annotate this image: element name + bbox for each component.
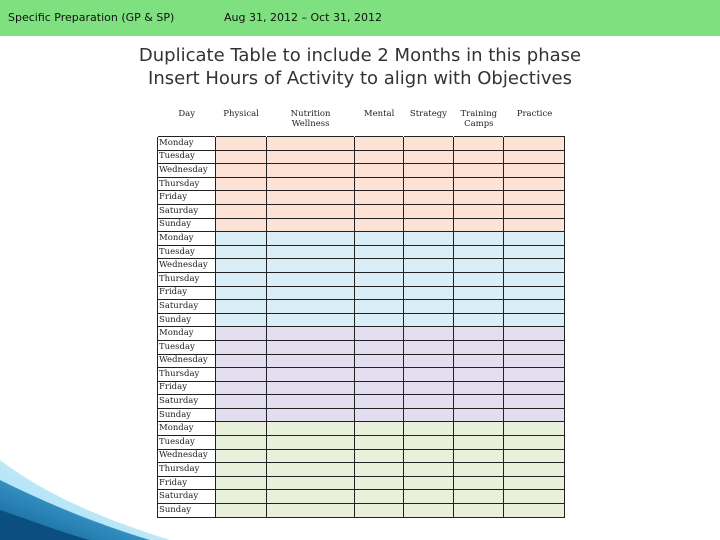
table-row bbox=[158, 490, 565, 504]
hours-cell[interactable] bbox=[355, 490, 403, 504]
hours-cell[interactable] bbox=[454, 232, 504, 246]
table-row bbox=[158, 313, 565, 327]
hours-cell[interactable] bbox=[454, 490, 504, 504]
hours-cell[interactable] bbox=[504, 313, 565, 327]
hours-cell[interactable] bbox=[355, 300, 403, 314]
hours-cell[interactable] bbox=[266, 476, 355, 490]
hours-cell[interactable] bbox=[266, 232, 355, 246]
hours-cell[interactable] bbox=[454, 354, 504, 368]
hours-cell[interactable] bbox=[266, 137, 355, 151]
hours-cell[interactable] bbox=[355, 368, 403, 382]
hours-cell[interactable] bbox=[216, 232, 266, 246]
hours-cell[interactable] bbox=[504, 476, 565, 490]
hours-cell[interactable] bbox=[266, 272, 355, 286]
hours-cell[interactable] bbox=[266, 300, 355, 314]
hours-cell[interactable] bbox=[355, 218, 403, 232]
day-label: Friday bbox=[158, 476, 216, 490]
hours-cell[interactable] bbox=[403, 300, 453, 314]
hours-cell[interactable] bbox=[355, 272, 403, 286]
hours-cell[interactable] bbox=[454, 218, 504, 232]
hours-cell[interactable] bbox=[403, 463, 453, 477]
header-bar bbox=[0, 0, 720, 36]
hours-cell[interactable] bbox=[355, 381, 403, 395]
hours-cell[interactable] bbox=[216, 272, 266, 286]
hours-cell[interactable] bbox=[504, 449, 565, 463]
hours-cell[interactable] bbox=[403, 368, 453, 382]
hours-cell[interactable] bbox=[355, 504, 403, 518]
day-label: Tuesday bbox=[158, 245, 216, 259]
day-label: Tuesday bbox=[158, 436, 216, 450]
hours-cell[interactable] bbox=[216, 164, 266, 178]
day-label: Monday bbox=[158, 232, 216, 246]
table-header-row bbox=[158, 106, 565, 137]
hours-cell[interactable] bbox=[216, 204, 266, 218]
hours-cell[interactable] bbox=[355, 245, 403, 259]
hours-cell[interactable] bbox=[403, 408, 453, 422]
hours-cell[interactable] bbox=[216, 218, 266, 232]
column-header: Physical bbox=[216, 106, 266, 137]
heading-line-1: Duplicate Table to include 2 Months in this phase bbox=[138, 45, 582, 66]
day-label: Thursday bbox=[158, 272, 216, 286]
hours-cell[interactable] bbox=[403, 137, 453, 151]
hours-cell[interactable] bbox=[454, 422, 504, 436]
hours-cell[interactable] bbox=[504, 286, 565, 300]
hours-cell[interactable] bbox=[266, 354, 355, 368]
day-label: Saturday bbox=[158, 490, 216, 504]
hours-cell[interactable] bbox=[504, 422, 565, 436]
day-label: Saturday bbox=[158, 204, 216, 218]
hours-cell[interactable] bbox=[403, 191, 453, 205]
hours-cell[interactable] bbox=[504, 490, 565, 504]
hours-cell[interactable] bbox=[266, 504, 355, 518]
hours-cell[interactable] bbox=[266, 286, 355, 300]
hours-cell[interactable] bbox=[504, 272, 565, 286]
table-row bbox=[158, 422, 565, 436]
hours-cell[interactable] bbox=[403, 232, 453, 246]
hours-cell[interactable] bbox=[454, 150, 504, 164]
hours-cell[interactable] bbox=[216, 395, 266, 409]
decorative-swoosh bbox=[0, 420, 170, 540]
hours-cell[interactable] bbox=[216, 381, 266, 395]
column-header: Nutrition Wellness bbox=[266, 106, 355, 137]
hours-cell[interactable] bbox=[266, 408, 355, 422]
hours-cell[interactable] bbox=[403, 286, 453, 300]
day-label: Wednesday bbox=[158, 354, 216, 368]
day-label: Tuesday bbox=[158, 340, 216, 354]
hours-cell[interactable] bbox=[403, 395, 453, 409]
heading-line-2: Insert Hours of Activity to align with Objectives bbox=[148, 68, 572, 89]
table-row bbox=[158, 449, 565, 463]
hours-cell[interactable] bbox=[454, 300, 504, 314]
hours-cell[interactable] bbox=[355, 204, 403, 218]
day-label: Tuesday bbox=[158, 150, 216, 164]
hours-cell[interactable] bbox=[355, 164, 403, 178]
hours-cell[interactable] bbox=[266, 340, 355, 354]
day-label: Friday bbox=[158, 286, 216, 300]
table-row bbox=[158, 218, 565, 232]
hours-cell[interactable] bbox=[216, 449, 266, 463]
day-label: Friday bbox=[158, 191, 216, 205]
hours-cell[interactable] bbox=[504, 327, 565, 341]
hours-cell[interactable] bbox=[266, 327, 355, 341]
column-header: Practice bbox=[504, 106, 565, 137]
hours-cell[interactable] bbox=[355, 422, 403, 436]
hours-cell[interactable] bbox=[504, 504, 565, 518]
hours-cell[interactable] bbox=[355, 286, 403, 300]
hours-cell[interactable] bbox=[355, 150, 403, 164]
hours-cell[interactable] bbox=[504, 137, 565, 151]
hours-cell[interactable] bbox=[454, 463, 504, 477]
hours-cell[interactable] bbox=[355, 476, 403, 490]
hours-cell[interactable] bbox=[454, 286, 504, 300]
hours-cell[interactable] bbox=[403, 272, 453, 286]
hours-cell[interactable] bbox=[403, 449, 453, 463]
day-label: Saturday bbox=[158, 300, 216, 314]
table-row bbox=[158, 395, 565, 409]
hours-cell[interactable] bbox=[504, 463, 565, 477]
hours-cell[interactable] bbox=[504, 259, 565, 273]
hours-cell[interactable] bbox=[216, 177, 266, 191]
hours-cell[interactable] bbox=[355, 354, 403, 368]
hours-cell[interactable] bbox=[266, 191, 355, 205]
hours-cell[interactable] bbox=[454, 368, 504, 382]
hours-cell[interactable] bbox=[454, 476, 504, 490]
hours-cell[interactable] bbox=[266, 395, 355, 409]
hours-cell[interactable] bbox=[504, 150, 565, 164]
hours-cell[interactable] bbox=[266, 259, 355, 273]
hours-cell[interactable] bbox=[266, 150, 355, 164]
hours-cell[interactable] bbox=[454, 436, 504, 450]
hours-cell[interactable] bbox=[216, 368, 266, 382]
table-row bbox=[158, 327, 565, 341]
day-label: Thursday bbox=[158, 177, 216, 191]
date-range: Aug 31, 2012 – Oct 31, 2012 bbox=[224, 11, 382, 24]
hours-cell[interactable] bbox=[454, 137, 504, 151]
hours-cell[interactable] bbox=[403, 490, 453, 504]
hours-cell[interactable] bbox=[403, 218, 453, 232]
day-label: Sunday bbox=[158, 313, 216, 327]
table-row bbox=[158, 177, 565, 191]
hours-cell[interactable] bbox=[403, 150, 453, 164]
hours-cell[interactable] bbox=[216, 422, 266, 436]
hours-cell[interactable] bbox=[355, 436, 403, 450]
hours-cell[interactable] bbox=[403, 422, 453, 436]
hours-cell[interactable] bbox=[216, 490, 266, 504]
hours-cell[interactable] bbox=[216, 463, 266, 477]
hours-cell[interactable] bbox=[454, 164, 504, 178]
table-row bbox=[158, 476, 565, 490]
day-label: Monday bbox=[158, 422, 216, 436]
hours-cell[interactable] bbox=[266, 368, 355, 382]
hours-cell[interactable] bbox=[504, 300, 565, 314]
day-label: Sunday bbox=[158, 408, 216, 422]
table-row bbox=[158, 408, 565, 422]
day-label: Sunday bbox=[158, 504, 216, 518]
hours-cell[interactable] bbox=[454, 313, 504, 327]
hours-cell[interactable] bbox=[355, 191, 403, 205]
hours-cell[interactable] bbox=[454, 272, 504, 286]
hours-cell[interactable] bbox=[355, 259, 403, 273]
hours-cell[interactable] bbox=[216, 354, 266, 368]
hours-cell[interactable] bbox=[454, 395, 504, 409]
table-row bbox=[158, 191, 565, 205]
hours-cell[interactable] bbox=[454, 381, 504, 395]
hours-cell[interactable] bbox=[355, 340, 403, 354]
day-label: Friday bbox=[158, 381, 216, 395]
hours-cell[interactable] bbox=[266, 218, 355, 232]
hours-cell[interactable] bbox=[454, 504, 504, 518]
hours-cell[interactable] bbox=[454, 449, 504, 463]
hours-cell[interactable] bbox=[403, 381, 453, 395]
table-row bbox=[158, 204, 565, 218]
table-row bbox=[158, 150, 565, 164]
hours-cell[interactable] bbox=[355, 177, 403, 191]
hours-cell[interactable] bbox=[216, 313, 266, 327]
hours-cell[interactable] bbox=[355, 463, 403, 477]
hours-cell[interactable] bbox=[504, 381, 565, 395]
column-header: Training Camps bbox=[454, 106, 504, 137]
hours-cell[interactable] bbox=[454, 204, 504, 218]
day-label: Wednesday bbox=[158, 449, 216, 463]
hours-cell[interactable] bbox=[504, 340, 565, 354]
table-body bbox=[158, 137, 565, 518]
hours-cell[interactable] bbox=[454, 327, 504, 341]
table-row bbox=[158, 272, 565, 286]
hours-cell[interactable] bbox=[216, 340, 266, 354]
hours-cell[interactable] bbox=[504, 164, 565, 178]
hours-cell[interactable] bbox=[403, 313, 453, 327]
hours-cell[interactable] bbox=[504, 218, 565, 232]
day-label: Thursday bbox=[158, 463, 216, 477]
table-row bbox=[158, 381, 565, 395]
table-row bbox=[158, 232, 565, 246]
hours-cell[interactable] bbox=[355, 137, 403, 151]
phase-label: Specific Preparation (GP & SP) bbox=[8, 11, 175, 24]
hours-cell[interactable] bbox=[403, 354, 453, 368]
hours-cell[interactable] bbox=[216, 286, 266, 300]
hours-cell[interactable] bbox=[266, 204, 355, 218]
hours-cell[interactable] bbox=[266, 177, 355, 191]
hours-cell[interactable] bbox=[403, 245, 453, 259]
hours-cell[interactable] bbox=[216, 245, 266, 259]
hours-cell[interactable] bbox=[403, 436, 453, 450]
hours-cell[interactable] bbox=[504, 368, 565, 382]
hours-cell[interactable] bbox=[216, 327, 266, 341]
hours-cell[interactable] bbox=[216, 300, 266, 314]
hours-cell[interactable] bbox=[266, 422, 355, 436]
hours-cell[interactable] bbox=[266, 164, 355, 178]
hours-cell[interactable] bbox=[454, 259, 504, 273]
hours-cell[interactable] bbox=[454, 245, 504, 259]
table-row bbox=[158, 340, 565, 354]
hours-cell[interactable] bbox=[403, 327, 453, 341]
table-row bbox=[158, 286, 565, 300]
hours-cell[interactable] bbox=[403, 476, 453, 490]
hours-cell[interactable] bbox=[216, 191, 266, 205]
hours-cell[interactable] bbox=[216, 259, 266, 273]
hours-cell[interactable] bbox=[504, 191, 565, 205]
column-header: Strategy bbox=[403, 106, 453, 137]
hours-cell[interactable] bbox=[504, 177, 565, 191]
hours-cell[interactable] bbox=[403, 204, 453, 218]
hours-cell[interactable] bbox=[403, 164, 453, 178]
hours-cell[interactable] bbox=[266, 490, 355, 504]
hours-cell[interactable] bbox=[216, 150, 266, 164]
hours-cell[interactable] bbox=[403, 177, 453, 191]
hours-cell[interactable] bbox=[454, 408, 504, 422]
hours-cell[interactable] bbox=[504, 204, 565, 218]
day-label: Thursday bbox=[158, 368, 216, 382]
hours-cell[interactable] bbox=[216, 408, 266, 422]
hours-cell[interactable] bbox=[216, 137, 266, 151]
hours-cell[interactable] bbox=[266, 436, 355, 450]
table-row bbox=[158, 259, 565, 273]
hours-cell[interactable] bbox=[454, 177, 504, 191]
table-row bbox=[158, 354, 565, 368]
day-label: Monday bbox=[158, 327, 216, 341]
table-row bbox=[158, 164, 565, 178]
hours-cell[interactable] bbox=[266, 313, 355, 327]
hours-cell[interactable] bbox=[266, 245, 355, 259]
hours-cell[interactable] bbox=[216, 504, 266, 518]
day-label: Saturday bbox=[158, 395, 216, 409]
table-row bbox=[158, 436, 565, 450]
hours-cell[interactable] bbox=[216, 476, 266, 490]
hours-cell[interactable] bbox=[355, 395, 403, 409]
hours-cell[interactable] bbox=[504, 354, 565, 368]
hours-cell[interactable] bbox=[266, 381, 355, 395]
day-label: Monday bbox=[158, 137, 216, 151]
hours-cell[interactable] bbox=[504, 408, 565, 422]
table-row bbox=[158, 137, 565, 151]
hours-cell[interactable] bbox=[454, 191, 504, 205]
hours-cell[interactable] bbox=[216, 436, 266, 450]
column-header: Day bbox=[158, 106, 216, 137]
table-row bbox=[158, 245, 565, 259]
hours-cell[interactable] bbox=[504, 436, 565, 450]
hours-cell[interactable] bbox=[504, 395, 565, 409]
hours-cell[interactable] bbox=[355, 327, 403, 341]
hours-cell[interactable] bbox=[266, 463, 355, 477]
day-label: Wednesday bbox=[158, 164, 216, 178]
table-row bbox=[158, 300, 565, 314]
hours-cell[interactable] bbox=[355, 408, 403, 422]
hours-cell[interactable] bbox=[355, 313, 403, 327]
activity-table bbox=[157, 106, 565, 518]
table-row bbox=[158, 368, 565, 382]
day-label: Sunday bbox=[158, 218, 216, 232]
hours-cell[interactable] bbox=[403, 340, 453, 354]
hours-cell[interactable] bbox=[403, 504, 453, 518]
hours-cell[interactable] bbox=[355, 232, 403, 246]
page-heading bbox=[0, 44, 720, 90]
hours-cell[interactable] bbox=[355, 449, 403, 463]
hours-cell[interactable] bbox=[266, 449, 355, 463]
hours-cell[interactable] bbox=[454, 340, 504, 354]
day-label: Wednesday bbox=[158, 259, 216, 273]
table-row bbox=[158, 504, 565, 518]
hours-cell[interactable] bbox=[504, 232, 565, 246]
hours-cell[interactable] bbox=[403, 259, 453, 273]
column-header: Mental bbox=[355, 106, 403, 137]
table-row bbox=[158, 463, 565, 477]
hours-cell[interactable] bbox=[504, 245, 565, 259]
